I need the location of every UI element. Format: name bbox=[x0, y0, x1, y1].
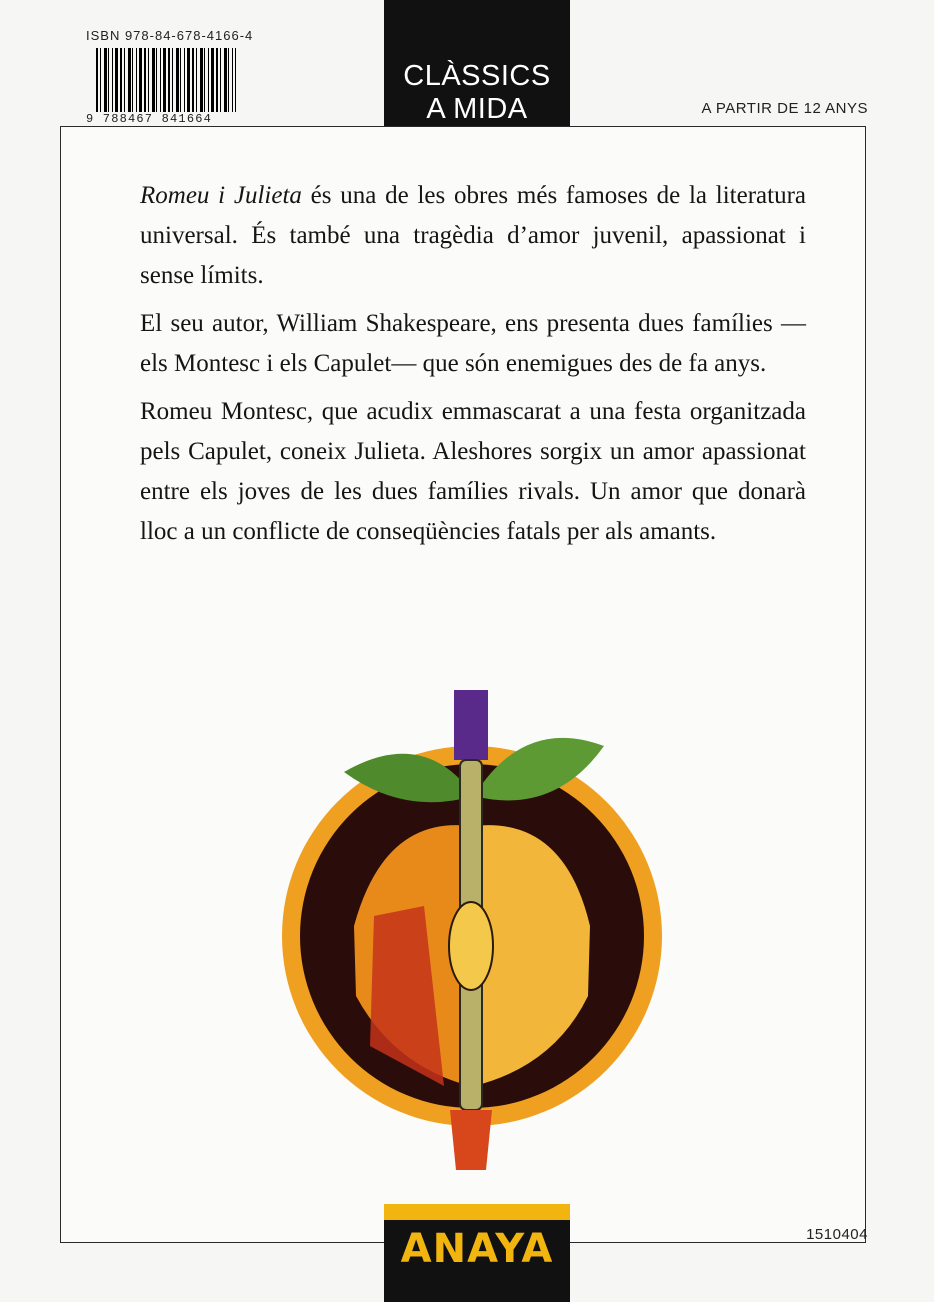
blurb-paragraph-1-text: és una de les obres més famoses de la literatura universal. És també una tragèdia d’amor juvenil, apassionat i sense límits. bbox=[140, 182, 806, 289]
barcode-digits: 9 788467 841664 bbox=[86, 112, 213, 126]
barcode bbox=[96, 48, 236, 112]
product-code: 1510404 bbox=[806, 1226, 868, 1243]
blurb-paragraph-3: Romeu Montesc, que acudix emmascarat a una festa organitzada pels Capulet, coneix Julieta. Aleshores sorgix un amor apassionat entre els joves de les dues famílies rivals. Un amor que donarà lloc a un conflicte de conseqüències fatals per als amants. bbox=[140, 398, 806, 545]
clasped-hands bbox=[449, 902, 493, 990]
age-label: A PARTIR DE 12 ANYS bbox=[701, 100, 868, 117]
purple-hilt bbox=[454, 690, 488, 760]
red-flame bbox=[450, 1110, 492, 1170]
publisher-logo: ANAYA bbox=[400, 1226, 554, 1272]
publisher-accent-strip bbox=[384, 1204, 570, 1220]
series-title-line1: CLÀSSICS bbox=[403, 60, 551, 92]
blurb-paragraph-1 bbox=[140, 176, 806, 296]
isbn-text: ISBN 978-84-678-4166-4 bbox=[86, 28, 254, 43]
blurb bbox=[140, 176, 806, 560]
series-title-line2: A MIDA bbox=[426, 93, 528, 125]
book-title: Romeu i Julieta bbox=[140, 182, 302, 209]
publisher-band bbox=[384, 1204, 570, 1302]
blurb-paragraph-2: El seu autor, William Shakespeare, ens presenta dues famílies —els Montesc i els Capulet— que són enemigues des de fa anys. bbox=[140, 310, 806, 377]
cover-illustration bbox=[274, 666, 668, 1170]
